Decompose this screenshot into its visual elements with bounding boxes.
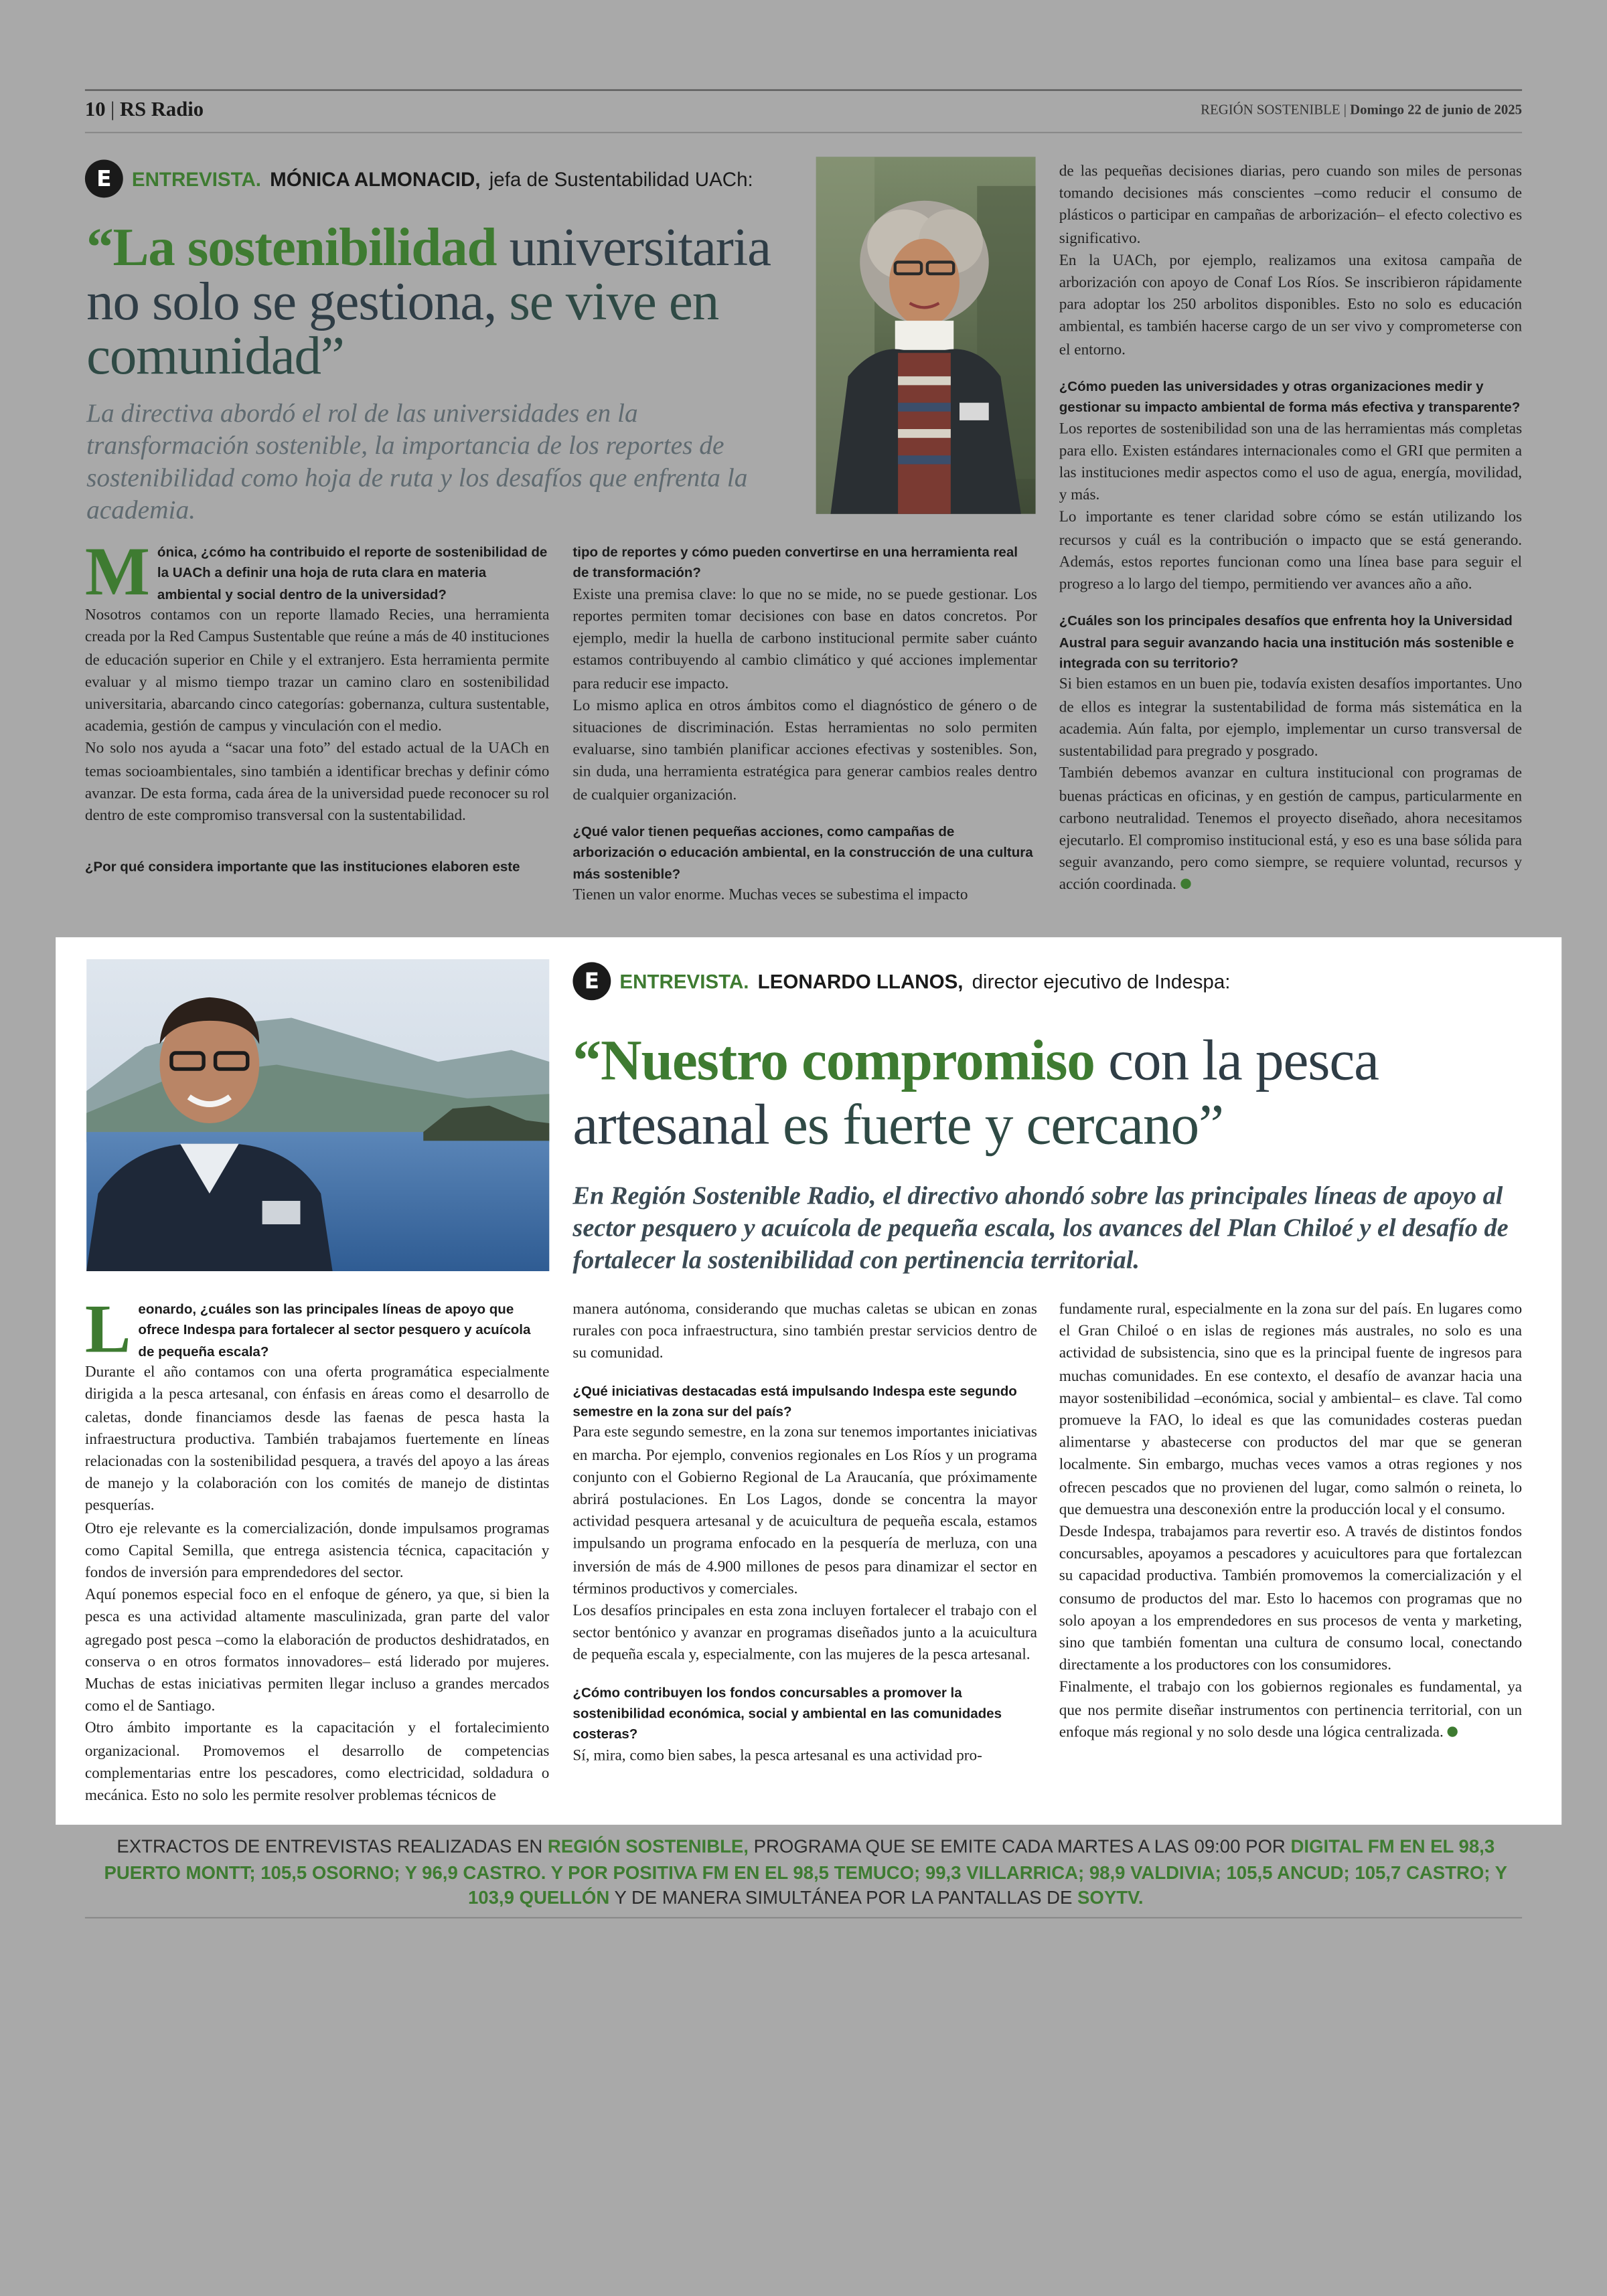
answer-paragraph: manera autónoma, considerando que muchas caletas se ubican en zonas rurales con poca infraestructura, sino también prestar servicios dentro de su comunidad. bbox=[572, 1301, 1037, 1363]
headline-text: es fuerte y cercano” bbox=[782, 1094, 1223, 1157]
header-separator-2: | bbox=[1343, 104, 1351, 119]
interview1-lede: La directiva abordó el rol de las universidades en la transformación sostenible, la importancia de los reportes de sostenibilidad como hoja de ruta y los desafíos que enfrenta la academia. bbox=[86, 398, 748, 525]
answer-paragraph: Lo importante es tener claridad sobre cómo se están utilizando los recursos y cuál es la contribución o impacto que se está generando. Además, estos reportes funcionan como una línea base para seguir el progreso a lo largo del tiempo, permitiendo ver avances año a año. bbox=[1059, 510, 1523, 594]
kicker-label: ENTREVISTA. bbox=[619, 970, 749, 993]
kicker-name: MÓNICA ALMONACID, bbox=[270, 167, 481, 190]
kicker-role: director ejecutivo de Indespa: bbox=[972, 970, 1231, 993]
question: ¿Cuáles son los principales desafíos que enfrenta hoy la Universidad Austral para seguir avanzando hacia una institución más sostenible e integrada con su territorio? bbox=[1059, 612, 1515, 671]
drop-cap: L bbox=[84, 1291, 131, 1368]
kicker-role: jefa de Sustentabilidad UACh: bbox=[489, 167, 753, 190]
answer-paragraph: Durante el año contamos con una oferta programática especialmente dirigida a la pesca artesanal, con énfasis en áreas como el desarrollo de caletas, donde financiamos desde las faenas de pesca hasta la infraestructura productiva. También trabajamos fuertemente en líneas relacionadas con la sostenibilidad pesquera, a través del apoyo a las áreas de manejo y la colaboración con los comités de manejo de distintas pesquerías. bbox=[84, 1365, 550, 1515]
answer-paragraph: Sí, mira, como bien sabes, la pesca artesanal es una actividad pro- bbox=[572, 1748, 982, 1765]
question: tipo de reportes y cómo pueden convertirse en una herramienta real de transformación? bbox=[572, 543, 1018, 581]
answer-paragraph bbox=[1059, 763, 1522, 897]
interview2-column-2 bbox=[572, 1299, 1037, 1768]
interviewee-photo-2 bbox=[86, 959, 549, 1271]
question: ¿Cómo pueden las universidades y otras organizaciones medir y gestionar su impacto ambiental de forma más efectiva y transparente? bbox=[1059, 378, 1521, 415]
headline-text: comunidad” bbox=[86, 326, 344, 387]
answer-paragraph: Aquí ponemos especial foco en el enfoque de género, ya que, si bien la pesca es una actividad altamente masculinizada, gran parte del valor agregado post pesca –como la elaboración de productos deshidratados, en conserva o en otros formatos innovadores– está liderado por mujeres. Muchas de estas iniciativas permiten llegar incluso a grandes mercados como el de Santiago. bbox=[84, 1588, 550, 1716]
interviewee-photo bbox=[816, 157, 1036, 514]
headline-text: universitaria bbox=[509, 218, 771, 278]
kicker-label: ENTREVISTA. bbox=[131, 167, 262, 190]
answer-paragraph: Otro eje relevante es la comercialización, donde impulsamos programas como Capital Semilla, que entrega asistencia técnica, capacitación y fondos de inversión para emprendedores del sector. bbox=[84, 1521, 550, 1582]
headline-text: no solo se gestiona, bbox=[86, 272, 497, 333]
answer-paragraph: Los reportes de sostenibilidad son una de las herramientas más completas para ello. Existen estándares internacionales como el GRI que permiten a las instituciones medir aspectos como el uso de agua, energía, movilidad, y más. bbox=[1059, 421, 1523, 505]
headline-line-2 bbox=[86, 272, 819, 333]
spacer bbox=[572, 1366, 1037, 1380]
section-name: RS Radio bbox=[119, 99, 204, 122]
footer-channel: SOYTV. bbox=[1077, 1888, 1144, 1908]
publication-name: REGIÓN SOSTENIBLE bbox=[1201, 104, 1341, 119]
interview1-kicker bbox=[85, 159, 753, 197]
portrait-image bbox=[816, 157, 1036, 514]
answer-paragraph: Lo mismo aplica en otros ámbitos como el diagnóstico de género o de situaciones de discriminación. Estas herramientas no solo permiten evaluarse, sino también planificar acciones efectivas y sostenibles. Son, sin duda, una herramienta estratégica para generar cambios reales dentro de cualquier organización. bbox=[572, 698, 1037, 804]
answer-paragraph: Desde Indespa, trabajamos para revertir eso. A través de distintos fondos concursables, apoyamos a pescadores y acuicultores para que fortalezcan su capacidad productiva. También promovemos la comercialización y el consumo de productos del mar. Esto lo hacemos con programas que no solo apoyan a los emprendedores en sus procesos de venta y marketing, sino que también fomentan una cultura de consumo local, conectando directamente a los productores con los consumidores. bbox=[1059, 1524, 1523, 1675]
page-header-right bbox=[1025, 104, 1522, 118]
footer-text: Y DE MANERA SIMULTÁNEA POR LA PANTALLAS DE bbox=[614, 1888, 1073, 1908]
answer-paragraph: Nosotros contamos con un reporte llamado Recies, una herramienta creada por la Red Campus Sustentable que reúne a más de 40 instituciones de educación superior en Chile y el extranjero. Esta herramienta permite evaluar y al mismo tiempo trazar un camino claro en sostenibilidad universitaria, abarcando cinco categorías: gobernanza, cultura sustentable, academia, gestión de campus y vinculación con el medio. bbox=[84, 608, 550, 736]
spacer bbox=[85, 828, 550, 857]
page-header-left bbox=[85, 100, 204, 123]
answer-paragraph: de las pequeñas decisiones diarias, pero cuando son miles de personas tomando decisiones más conscientes –como reducir el consumo de plásticos o participar en campañas de arborización– el efecto colectivo es significativo. bbox=[1059, 164, 1523, 247]
drop-cap: M bbox=[84, 534, 150, 611]
question: eonardo, ¿cuáles son las principales líneas de apoyo que ofrece Indespa para fortalecer al sector pesquero y acuícola de pequeña escala? bbox=[138, 1300, 531, 1359]
page-number: 10 bbox=[84, 99, 106, 122]
header-bottom-rule bbox=[85, 132, 1522, 133]
interview2-headline bbox=[572, 1030, 1510, 1159]
headline-text: artesanal bbox=[572, 1094, 769, 1157]
footer-rule bbox=[85, 1917, 1522, 1918]
interview2-kicker bbox=[572, 962, 1230, 1000]
headline-line-1 bbox=[86, 218, 819, 278]
interview2-lede: En Región Sostenible Radio, el directivo ahondó sobre las principales líneas de apoyo al sector pesquero y acuícola de pequeña escala, los avances del Plan Chiloé y el desafío de fortalecer la sostenibilidad con pertinencia territorial. bbox=[572, 1180, 1509, 1275]
interview2-column-3 bbox=[1059, 1299, 1522, 1744]
top-rule bbox=[85, 89, 1522, 90]
interview2-column-1 bbox=[84, 1291, 550, 1808]
footer-text: EXTRACTOS DE ENTREVISTAS REALIZADAS EN bbox=[117, 1836, 543, 1858]
answer-text: Finalmente, el trabajo con los gobiernos regionales es fundamental, ya que nos permite diseñar instrumentos con pertinencia territorial, con un enfoque más regional y no solo desde una lógica centralizada. bbox=[1059, 1680, 1523, 1741]
answer-text: También debemos avanzar en cultura institucional con programas de buenas prácticas en oficinas, y en gestión de campus, particularmente en carbono neutralidad. Tenemos el proyecto diseñado, ahora necesitamos ejecutarlo. El compromiso institucional está, y eso es una base sólida para seguir avanzando, pero como siempre, se requiere voluntad, recursos y acción coordinada. bbox=[1059, 766, 1523, 894]
question: ¿Qué valor tienen pequeñas acciones, como campañas de arborización o educación ambiental, en la construcción de una cultura más sostenible? bbox=[572, 823, 1033, 882]
headline-line-3 bbox=[86, 326, 819, 387]
answer-paragraph bbox=[1059, 1677, 1522, 1744]
question: ¿Por qué considera importante que las instituciones elaboren este bbox=[84, 858, 520, 875]
footer-text: PROGRAMA QUE SE EMITE CADA MARTES A LAS 09:00 POR bbox=[753, 1836, 1286, 1858]
answer-paragraph: Si bien estamos en un buen pie, todavía existen desafíos importantes. Uno de ellos es integrar la sustentabilidad de forma más sistemática en la academia. Aún falta, por ejemplo, implementar un curso transversal de sustentabilidad para pregrado y posgrado. bbox=[1059, 677, 1523, 760]
question: ónica, ¿cómo ha contribuido el reporte de sostenibilidad de la UACh a definir una hoja de ruta clara en materia ambiental y social dentro de la universidad? bbox=[157, 543, 548, 602]
footer-program-name: REGIÓN SOSTENIBLE, bbox=[547, 1836, 749, 1858]
kicker-name: LEONARDO LLANOS, bbox=[757, 970, 964, 993]
answer-paragraph: No solo nos ayuda a “sacar una foto” del estado actual de la UACh en temas socioambientales, sino también a identificar brechas y definir cómo avanzar. De esta forma, cada área de la universidad puede reconocer su rol dentro de este compromiso transversal con la sustentabilidad. bbox=[84, 741, 550, 825]
answer-paragraph: fundamente rural, especialmente en la zona sur del país. En lugares como el Gran Chiloé o en islas de regiones más australes, no solo es una actividad de subsistencia, sino que es la principal fuente de ingresos para muchas comunidades. En ese contexto, el desafío de avanzar hacia una mayor sostenibilidad –económica, social y ambiental– es clave. Tal como promueve la FAO, lo ideal es que las comunidades costeras puedan alimentarse y abastecerse con productos del mar que se generan localmente. Sin embargo, muchas veces vamos a otras regiones y nos ofrecen pescados que no provienen del lugar, como salmón o reineta, lo que demuestra una desconexión entre la producción local y el consumo. bbox=[1059, 1301, 1523, 1519]
answer-paragraph: En la UACh, por ejemplo, realizamos una exitosa campaña de arborización con apoyo de Conaf Los Ríos. Se inscribieron rápidamente para adoptar los 250 arbolitos disponibles. Esto no solo es educación ambiental, es también hacerse cargo de un ser vivo y comprometerse con el entorno. bbox=[1059, 253, 1523, 359]
answer-paragraph: Para este segundo semestre, en la zona sur tenemos importantes iniciativas en marcha. Por ejemplo, convenios regionales en Los Ríos y un programa conjunto con el Gobierno Regional de La Araucanía, que próximamente abrirá postulaciones. En Los Lagos, donde se concentra la mayor actividad pesquera artesanal y de acuicultura de pequeña escala, estamos impulsando un programa enfocado en la pesquería de merluza, con una inversión de más de 4.900 millones de pesos para dinamizar el sector en términos productivos y comerciales. bbox=[572, 1425, 1037, 1598]
answer-paragraph: Otro ámbito importante es la capacitación y el fortalecimiento organizacional. Promovemos el desarrollo de competencias complementarias entre los pescadores, como electricidad, soldadura o mecánica. Esto no solo les permite resolver problemas técnicos de bbox=[84, 1721, 550, 1805]
spacer bbox=[1059, 361, 1522, 376]
end-mark-icon bbox=[1180, 879, 1191, 889]
headline-highlight: “La sostenibilidad bbox=[86, 218, 497, 278]
end-mark-icon bbox=[1448, 1726, 1458, 1736]
interview1-column-2 bbox=[572, 542, 1037, 906]
interview1-column-3 bbox=[1059, 161, 1522, 897]
spacer bbox=[572, 1667, 1037, 1682]
headline-line-1 bbox=[572, 1030, 1510, 1094]
headline-text: con la pesca bbox=[1108, 1030, 1379, 1093]
broadcast-footer bbox=[88, 1835, 1523, 1912]
answer-paragraph: Existe una premisa clave: lo que no se mide, no se puede gestionar. Los reportes permiten tomar decisiones con base en datos concretos. Por ejemplo, medir la huella de carbono institucional permite saber cuánto estamos contribuyendo al cambio climático y qué acciones implementar para reducir ese impacto. bbox=[572, 586, 1037, 692]
headline-line-2 bbox=[572, 1094, 1510, 1158]
question: ¿Cómo contribuyen los fondos concursables a promover la sostenibilidad económica, social y ambiental en las comunidades costeras? bbox=[572, 1684, 1002, 1742]
header-separator: | bbox=[110, 99, 120, 122]
spacer bbox=[1059, 596, 1522, 611]
answer-paragraph: Los desafíos principales en esta zona incluyen fortalecer el trabajo con el sector bentónico y avanzar en programas diseñados junto a la acuicultura de pequeña escala y, especialmente, con las mujeres de la pesca artesanal. bbox=[572, 1603, 1037, 1665]
interview1-headline bbox=[86, 218, 819, 387]
interview-badge-icon: E bbox=[572, 962, 611, 1000]
issue-date: Domingo 22 de junio de 2025 bbox=[1350, 104, 1523, 119]
portrait-image-2 bbox=[86, 959, 549, 1271]
headline-text: se vive en bbox=[509, 272, 719, 333]
question: ¿Qué iniciativas destacadas está impulsando Indespa este segundo semestre en la zona sur del país? bbox=[572, 1382, 1017, 1419]
spacer bbox=[572, 807, 1037, 821]
footer-stations: DIGITAL FM EN EL 98,3 PUERTO MONTT; 105,5 OSORNO; Y 96,9 CASTRO. Y POR POSITIVA FM EN EL 98,5 TEMUCO; 99,3 VILLARRICA; 98,9 VALDIVIA; 105,5 ANCUD; 105,7 CASTRO; Y 103,9 QUELLÓN bbox=[104, 1836, 1508, 1908]
interview-badge-icon: E bbox=[85, 159, 123, 197]
headline-highlight: “Nuestro compromiso bbox=[572, 1030, 1095, 1093]
interview1-column-1 bbox=[84, 534, 550, 878]
answer-paragraph: Tienen un valor enorme. Muchas veces se subestima el impacto bbox=[572, 887, 968, 904]
